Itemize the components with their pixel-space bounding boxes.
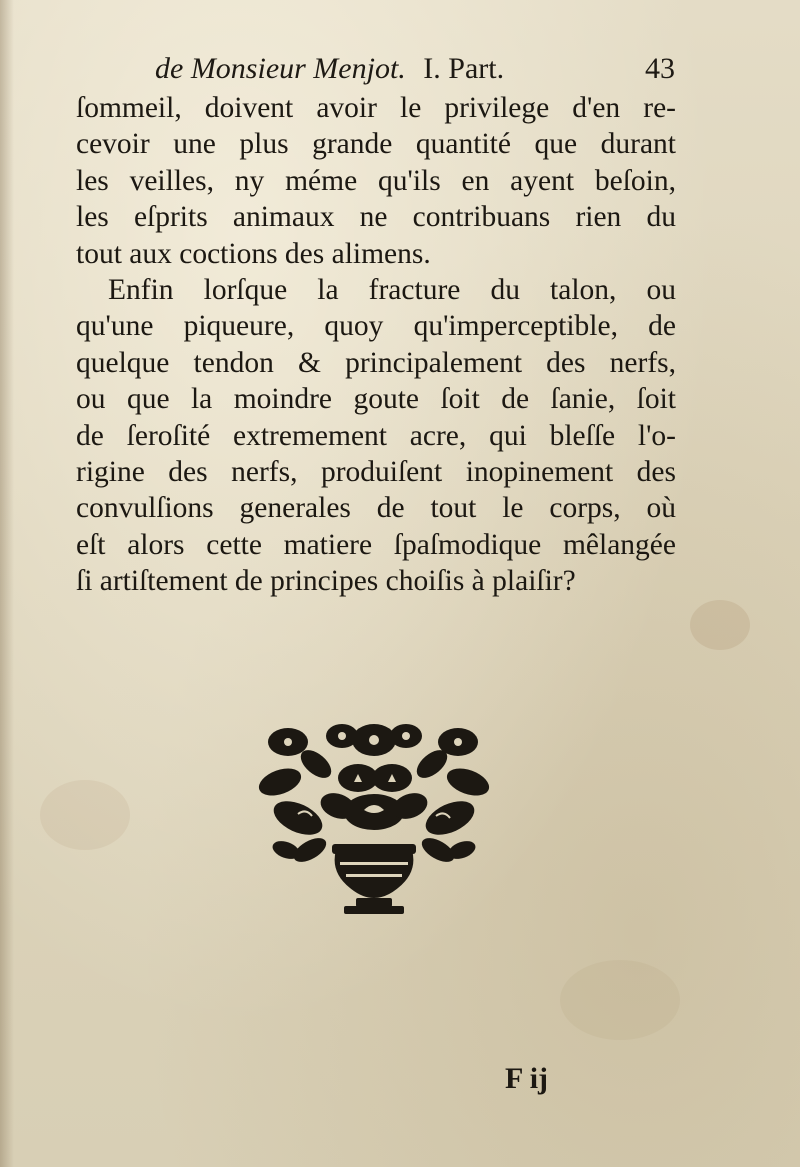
text-line: Enfin lorſque la fracture du talon, ou	[108, 274, 676, 307]
text-line: ou que la moindre goute ſoit de ſanie, ſoit	[76, 383, 676, 416]
part-label: I. Part.	[423, 52, 505, 85]
text-line: quelque tendon & principalement des nerfs,	[76, 346, 676, 379]
paper-stain	[690, 600, 750, 650]
flower-vase-ornament-icon	[258, 722, 490, 918]
text-line: les eſprits animaux ne contribuans rien du	[76, 201, 676, 234]
text-line: ſommeil, doivent avoir le privilege d'en re-	[76, 92, 676, 124]
running-title: de Monsieur Menjot.	[155, 52, 406, 85]
text-line: de ſeroſité extremement acre, qui bleſſe l'o-	[76, 419, 676, 452]
text-line: qu'une piqueure, quoy qu'imperceptible, de	[76, 310, 676, 343]
text-line: rigine des nerfs, produiſent inopinement des	[76, 456, 676, 489]
page-number: 43	[645, 52, 675, 85]
paper-stain	[560, 960, 680, 1040]
running-header	[155, 52, 675, 92]
text-line: les veilles, ny méme qu'ils en ayent beſoin,	[76, 164, 676, 197]
body-text	[76, 90, 676, 600]
text-line: tout aux coctions des alimens.	[76, 237, 431, 270]
text-line: ſi artiſtement de principes choiſis à plaiſir?	[76, 565, 576, 598]
signature-mark: F ij	[505, 1062, 549, 1095]
paper-stain	[40, 780, 130, 850]
text-line: convulſions generales de tout le corps, où	[76, 492, 676, 525]
text-line: eſt alors cette matiere ſpaſmodique mêlangée	[76, 528, 676, 561]
text-line: cevoir une plus grande quantité que durant	[76, 128, 676, 161]
